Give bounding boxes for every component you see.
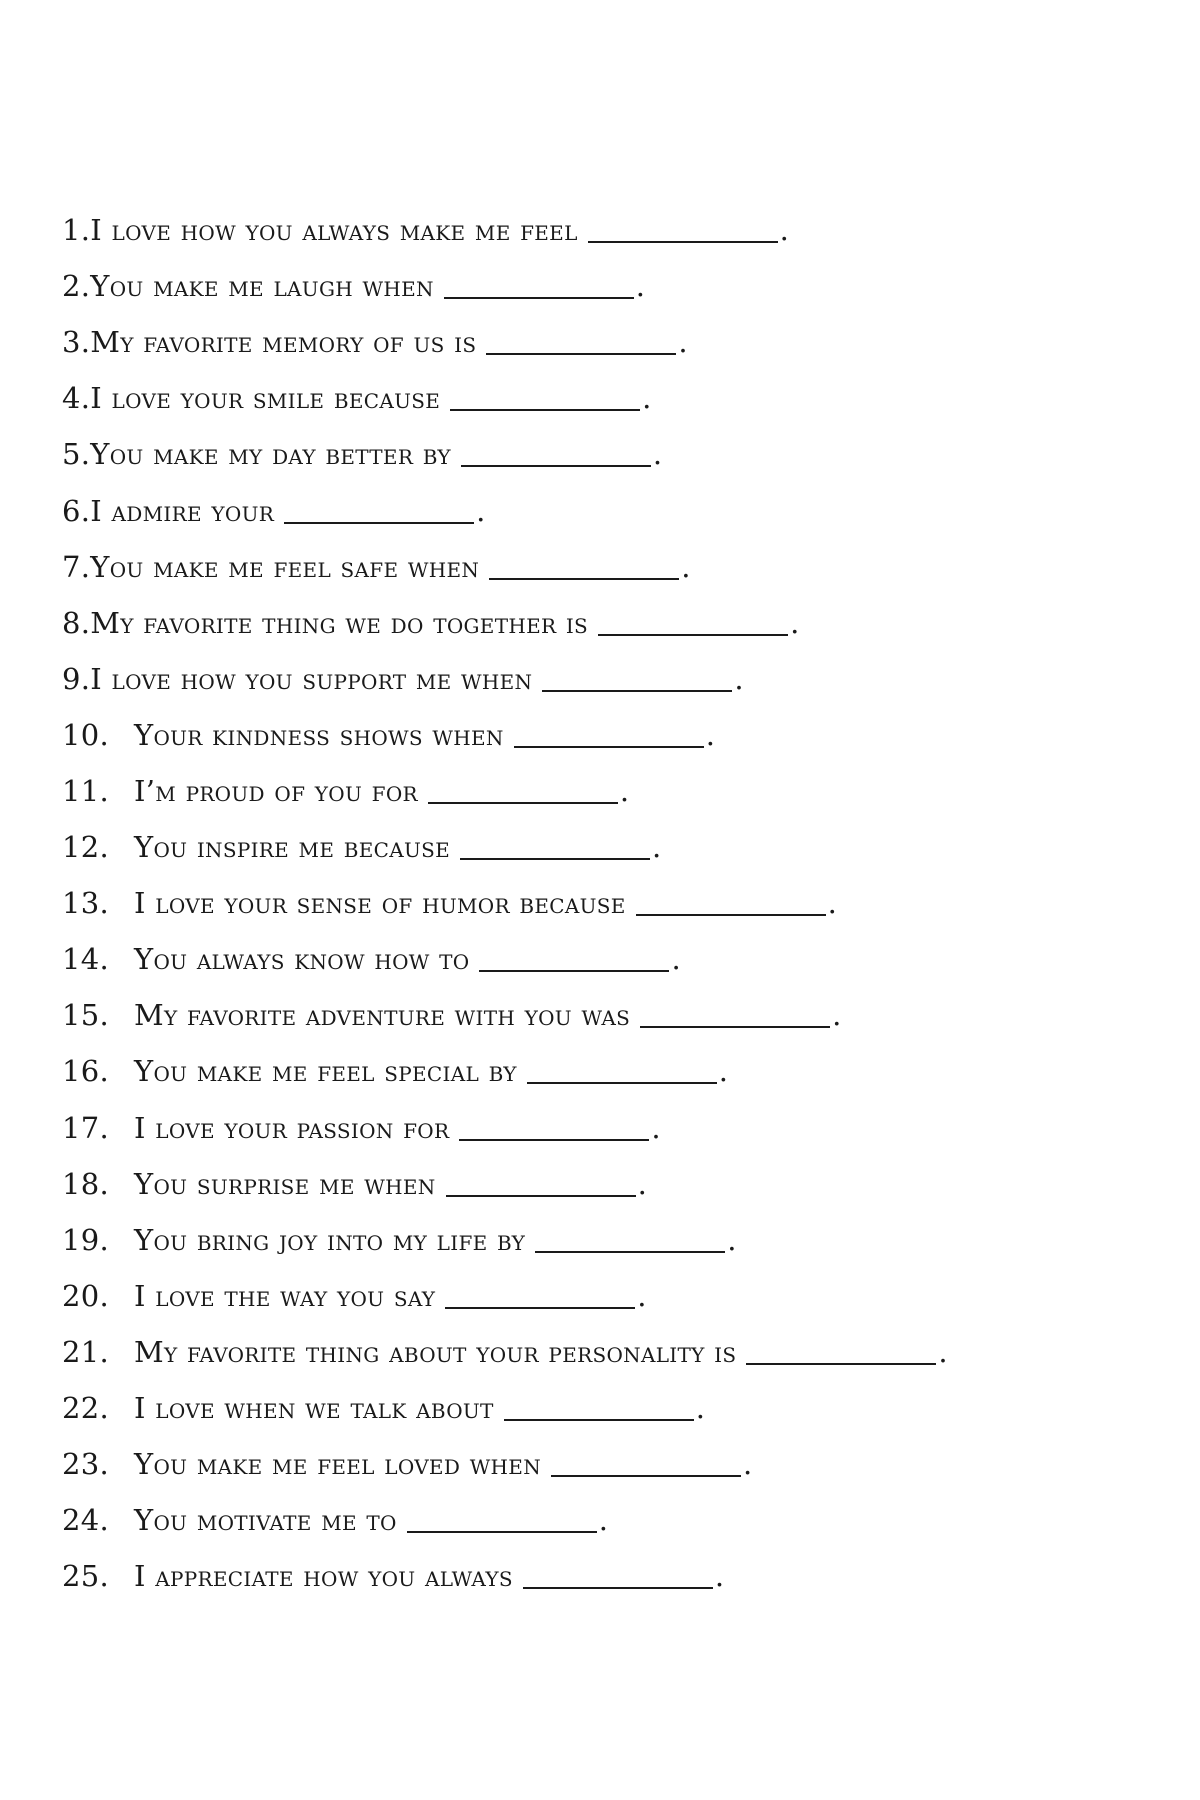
prompt-text: I appreciate how you always <box>134 1559 513 1594</box>
prompt-period: . <box>619 773 630 808</box>
prompt-text: You surprise me when <box>134 1166 436 1201</box>
answer-blank[interactable] <box>446 1171 636 1197</box>
item-number: 25. <box>62 1559 110 1594</box>
answer-blank[interactable] <box>459 1115 649 1141</box>
answer-blank[interactable] <box>486 329 676 355</box>
prompt-period: . <box>651 1110 661 1145</box>
list-item <box>62 202 1172 258</box>
prompt-text: I’m proud of you for <box>134 773 418 808</box>
prompt-period: . <box>727 1222 737 1257</box>
answer-blank[interactable] <box>514 722 704 748</box>
list-item <box>62 482 1172 538</box>
list-item <box>62 763 1172 819</box>
answer-blank[interactable] <box>542 666 732 692</box>
answer-blank[interactable] <box>479 946 669 972</box>
answer-blank[interactable] <box>527 1058 717 1084</box>
item-number: 2. <box>62 269 91 304</box>
answer-blank[interactable] <box>588 217 778 243</box>
item-number: 5. <box>62 437 91 472</box>
answer-blank[interactable] <box>444 273 634 299</box>
prompt-text: My favorite thing we do together is <box>90 605 589 640</box>
list-item <box>62 1156 1172 1212</box>
prompt-text: You make me laugh when <box>90 269 434 304</box>
answer-blank[interactable] <box>445 1283 635 1309</box>
item-number: 17. <box>62 1110 110 1145</box>
list-item <box>62 1100 1172 1156</box>
list-item <box>62 1212 1172 1268</box>
prompt-period: . <box>734 661 744 696</box>
prompt-period: . <box>705 717 716 752</box>
prompt-text: I love the way you say <box>134 1278 436 1313</box>
prompt-text: You make me feel loved when <box>134 1447 541 1482</box>
list-item <box>62 707 1172 763</box>
prompt-text: Your kindness shows when <box>134 717 504 752</box>
list-item <box>62 875 1172 931</box>
prompt-text: You make me feel safe when <box>90 549 480 584</box>
list-item <box>62 1268 1172 1324</box>
answer-blank[interactable] <box>450 385 640 411</box>
prompt-period: . <box>827 886 838 921</box>
item-number: 24. <box>62 1503 110 1538</box>
item-number: 21. <box>62 1334 110 1369</box>
prompt-text: I admire your <box>90 493 275 528</box>
list-item <box>62 1436 1172 1492</box>
list-item <box>62 426 1172 482</box>
list-item <box>62 651 1172 707</box>
item-number: 18. <box>62 1166 110 1201</box>
prompt-text: I love your passion for <box>134 1110 450 1145</box>
prompt-period: . <box>938 1334 948 1369</box>
answer-blank[interactable] <box>523 1563 713 1589</box>
prompt-period: . <box>779 213 790 248</box>
answer-blank[interactable] <box>504 1395 694 1421</box>
prompt-text: You inspire me because <box>134 830 451 865</box>
item-number: 13. <box>62 886 110 921</box>
prompt-list <box>62 202 1172 1604</box>
prompt-period: . <box>718 1054 729 1089</box>
answer-blank[interactable] <box>551 1451 741 1477</box>
list-item <box>62 931 1172 987</box>
prompt-period: . <box>652 830 662 865</box>
item-number: 14. <box>62 942 110 977</box>
answer-blank[interactable] <box>461 441 651 467</box>
list-item <box>62 1324 1172 1380</box>
item-number: 7. <box>62 549 91 584</box>
answer-blank[interactable] <box>746 1339 936 1365</box>
item-number: 9. <box>62 661 91 696</box>
item-number: 3. <box>62 325 91 360</box>
prompt-text: I love your smile because <box>90 381 441 416</box>
prompt-period: . <box>743 1447 753 1482</box>
prompt-period: . <box>681 549 691 584</box>
prompt-text: My favorite memory of us is <box>90 325 477 360</box>
item-number: 16. <box>62 1054 110 1089</box>
prompt-text: I love how you always make me feel <box>90 213 578 248</box>
prompt-text: I love your sense of humor because <box>134 886 626 921</box>
prompt-period: . <box>714 1559 725 1594</box>
item-number: 1. <box>62 213 91 248</box>
item-number: 11. <box>62 773 110 808</box>
answer-blank[interactable] <box>535 1227 725 1253</box>
item-number: 4. <box>62 381 91 416</box>
list-item <box>62 819 1172 875</box>
prompt-period: . <box>678 325 688 360</box>
item-number: 15. <box>62 998 110 1033</box>
prompt-period: . <box>642 381 652 416</box>
list-item <box>62 1548 1172 1604</box>
prompt-period: . <box>637 1278 647 1313</box>
prompt-period: . <box>671 942 682 977</box>
answer-blank[interactable] <box>407 1507 597 1533</box>
prompt-text: My favorite thing about your personality is <box>134 1334 737 1369</box>
item-number: 19. <box>62 1222 110 1257</box>
prompt-period: . <box>598 1503 609 1538</box>
prompt-text: You make my day better by <box>90 437 451 472</box>
list-item <box>62 539 1172 595</box>
prompt-period: . <box>790 605 800 640</box>
answer-blank[interactable] <box>640 1002 830 1028</box>
prompt-text: I love how you support me when <box>90 661 533 696</box>
prompt-text: You motivate me to <box>134 1503 397 1538</box>
prompt-period: . <box>652 437 663 472</box>
list-item <box>62 370 1172 426</box>
prompt-text: My favorite adventure with you was <box>134 998 631 1033</box>
item-number: 10. <box>62 717 110 752</box>
list-item <box>62 258 1172 314</box>
item-number: 12. <box>62 830 110 865</box>
prompt-text: You bring joy into my life by <box>134 1222 526 1257</box>
prompt-period: . <box>476 493 486 528</box>
answer-blank[interactable] <box>284 498 474 524</box>
list-item <box>62 595 1172 651</box>
prompt-period: . <box>695 1391 706 1426</box>
list-item <box>62 1492 1172 1548</box>
answer-blank[interactable] <box>489 554 679 580</box>
answer-blank[interactable] <box>460 834 650 860</box>
list-item <box>62 1380 1172 1436</box>
list-item <box>62 314 1172 370</box>
prompt-text: I love when we talk about <box>134 1391 494 1426</box>
prompt-period: . <box>635 269 646 304</box>
item-number: 6. <box>62 493 91 528</box>
answer-blank[interactable] <box>636 890 826 916</box>
answer-blank[interactable] <box>598 610 788 636</box>
list-item <box>62 987 1172 1043</box>
prompt-text: You always know how to <box>134 942 470 977</box>
prompt-period: . <box>832 998 842 1033</box>
item-number: 22. <box>62 1391 110 1426</box>
item-number: 23. <box>62 1447 110 1482</box>
item-number: 20. <box>62 1278 110 1313</box>
item-number: 8. <box>62 605 91 640</box>
prompt-text: You make me feel special by <box>134 1054 517 1089</box>
list-item <box>62 1043 1172 1099</box>
answer-blank[interactable] <box>428 778 618 804</box>
prompt-period: . <box>637 1166 648 1201</box>
